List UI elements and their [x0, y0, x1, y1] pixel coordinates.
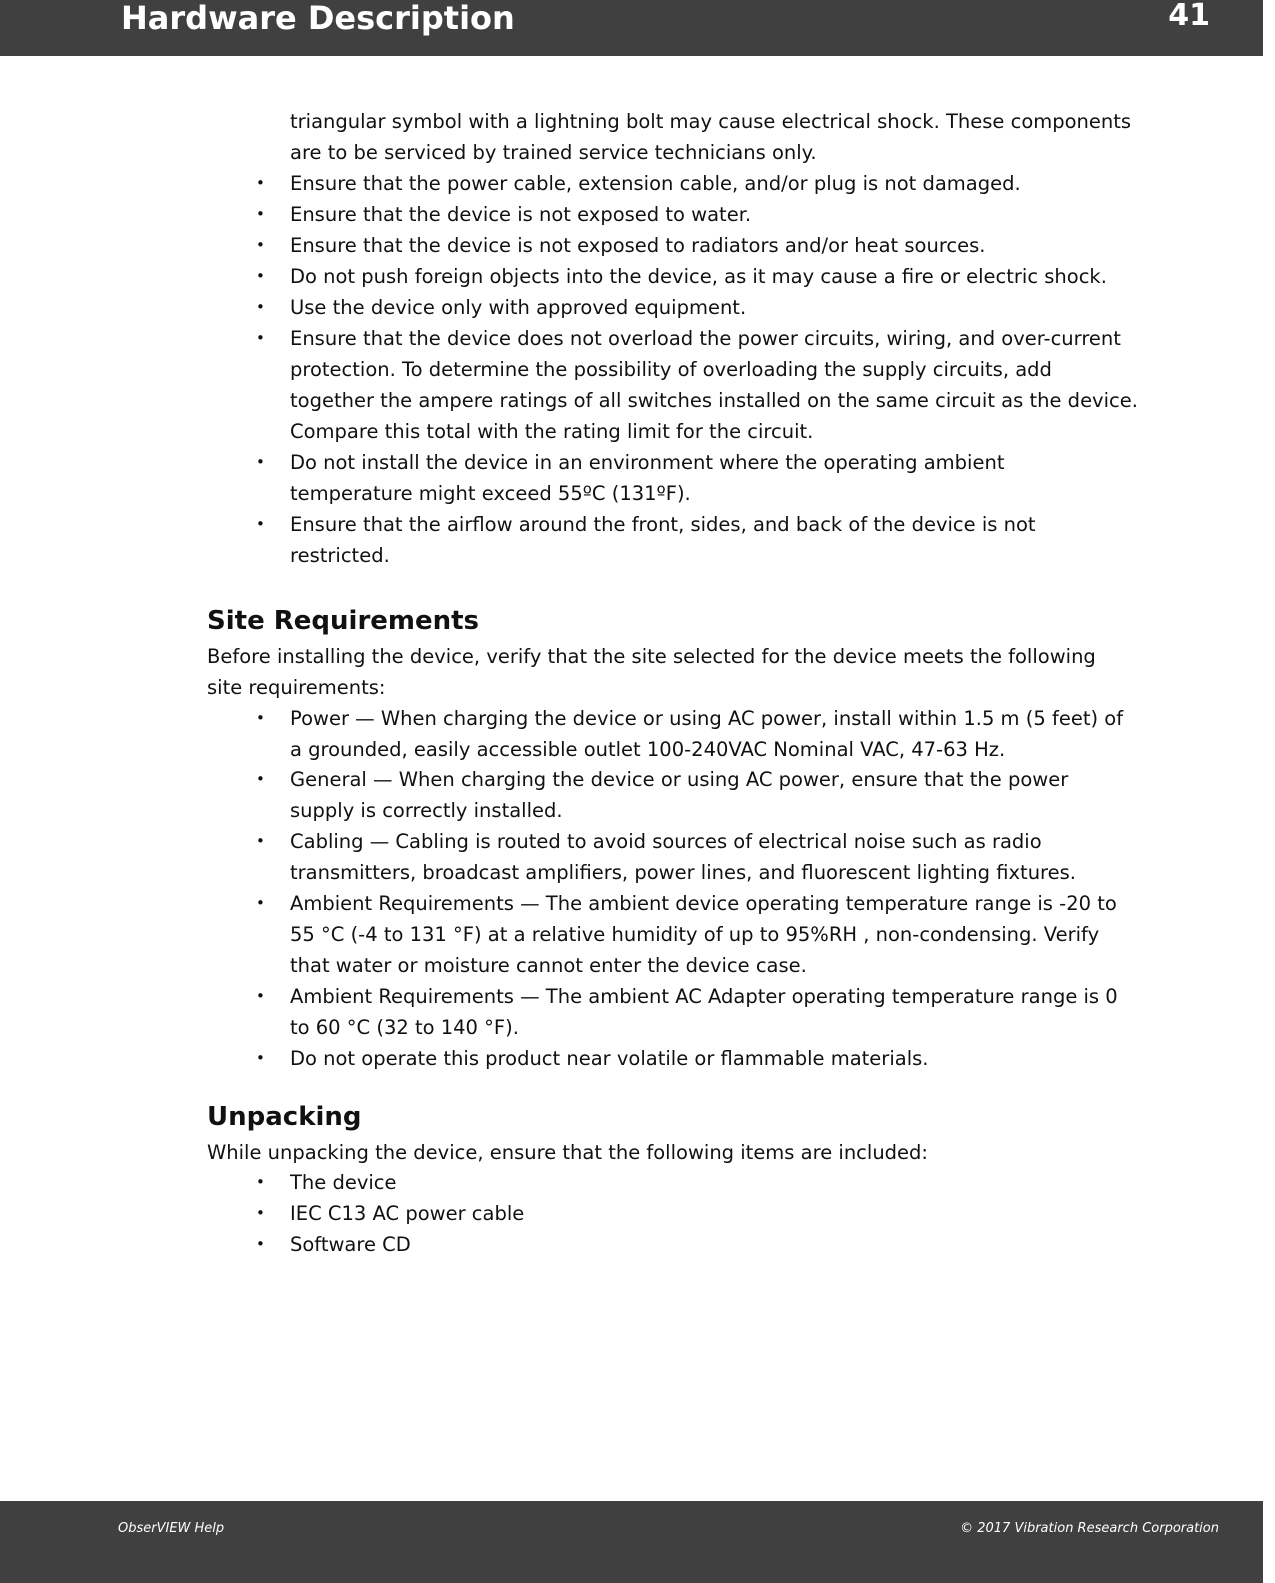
page-header — [0, 0, 1263, 56]
text-line: that water or moisture cannot enter the device case. — [290, 954, 807, 977]
bullet-marker: • — [256, 1204, 265, 1222]
bullet-marker: • — [256, 453, 265, 471]
bullet-marker: • — [256, 1235, 265, 1253]
bullet-marker: • — [256, 236, 265, 254]
bullet-marker: • — [256, 832, 265, 850]
list-item: Use the device only with approved equipment. — [290, 296, 747, 319]
list-item: Power — When charging the device or using AC power, install within 1.5 m (5 feet) of — [290, 707, 1124, 730]
text-line: transmitters, broadcast amplifiers, power lines, and fluorescent lighting fixtures. — [290, 861, 1076, 884]
section-heading-unpacking: Unpacking — [207, 1102, 362, 1132]
list-item: General — When charging the device or using AC power, ensure that the power — [290, 768, 1069, 791]
text-line: Before installing the device, verify that the site selected for the device meets the following — [207, 645, 1096, 668]
list-item: Ambient Requirements — The ambient AC Adapter operating temperature range is 0 — [290, 985, 1118, 1008]
bullet-marker: • — [256, 267, 265, 285]
list-item: Ensure that the airflow around the front, sides, and back of the device is not — [290, 513, 1036, 536]
text-line: together the ampere ratings of all switches installed on the same circuit as the device. — [290, 389, 1138, 412]
page-footer — [0, 1501, 1263, 1583]
list-item: Ensure that the device is not exposed to water. — [290, 203, 752, 226]
text-line: triangular symbol with a lightning bolt may cause electrical shock. These components — [290, 110, 1132, 133]
text-line: supply is correctly installed. — [290, 799, 563, 822]
footer-product-name: ObserVIEW Help — [118, 1521, 225, 1536]
text-line: protection. To determine the possibility of overloading the supply circuits, add — [290, 358, 1052, 381]
text-line: Compare this total with the rating limit for the circuit. — [290, 420, 814, 443]
bullet-marker: • — [256, 174, 265, 192]
bullet-marker: • — [256, 894, 265, 912]
list-item: Software CD — [290, 1233, 411, 1256]
list-item: Ensure that the power cable, extension cable, and/or plug is not damaged. — [290, 172, 1021, 195]
text-line: 55 °C (-4 to 131 °F) at a relative humidity of up to 95%RH , non-condensing. Verify — [290, 923, 1100, 946]
bullet-marker: • — [256, 770, 265, 788]
list-item: Ambient Requirements — The ambient device operating temperature range is -20 to — [290, 892, 1117, 915]
text-line: restricted. — [290, 544, 390, 567]
list-item: IEC C13 AC power cable — [290, 1202, 525, 1225]
footer-copyright: © 2017 Vibration Research Corporation — [960, 1521, 1219, 1536]
list-item: Do not operate this product near volatile or flammable materials. — [290, 1047, 929, 1070]
list-item: The device — [290, 1171, 397, 1194]
list-item: Do not push foreign objects into the device, as it may cause a fire or electric shock. — [290, 265, 1107, 288]
list-item: Cabling — Cabling is routed to avoid sources of electrical noise such as radio — [290, 830, 1042, 853]
page-number: 41 — [1168, 0, 1210, 33]
bullet-marker: • — [256, 1173, 265, 1191]
list-item: Ensure that the device is not exposed to radiators and/or heat sources. — [290, 234, 986, 257]
text-line: to 60 °C (32 to 140 °F). — [290, 1016, 519, 1039]
header-title: Hardware Description — [121, 0, 515, 37]
text-line: temperature might exceed 55ºC (131ºF). — [290, 482, 691, 505]
list-item: Ensure that the device does not overload the power circuits, wiring, and over-current — [290, 327, 1121, 350]
bullet-marker: • — [256, 205, 265, 223]
bullet-marker: • — [256, 1049, 265, 1067]
list-item: Do not install the device in an environment where the operating ambient — [290, 451, 1005, 474]
bullet-marker: • — [256, 987, 265, 1005]
text-line: a grounded, easily accessible outlet 100-240VAC Nominal VAC, 47-63 Hz. — [290, 738, 1006, 761]
bullet-marker: • — [256, 329, 265, 347]
section-heading-site-requirements: Site Requirements — [207, 606, 480, 636]
bullet-marker: • — [256, 298, 265, 316]
text-line: are to be serviced by trained service technicians only. — [290, 141, 817, 164]
bullet-marker: • — [256, 709, 265, 727]
bullet-marker: • — [256, 515, 265, 533]
text-line: site requirements: — [207, 676, 386, 699]
text-line: While unpacking the device, ensure that the following items are included: — [207, 1141, 928, 1164]
